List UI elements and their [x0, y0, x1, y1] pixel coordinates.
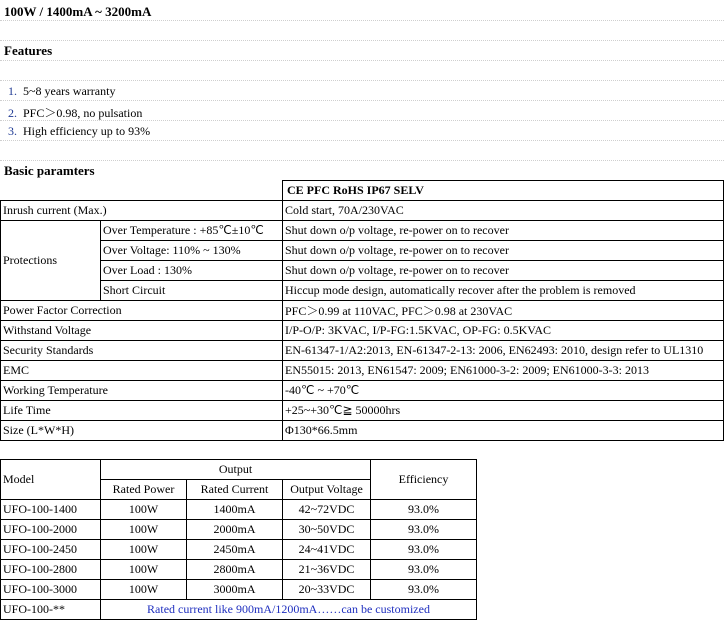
power-cell: 100W: [101, 560, 187, 580]
table-row: [1, 500, 477, 520]
power-cell: 100W: [101, 500, 187, 520]
table-row: [1, 540, 477, 560]
empty-cell: [1, 181, 101, 201]
custom-note: Rated current like 900mA/1200mA……can be customized: [101, 600, 477, 620]
efficiency-header: Efficiency: [371, 460, 477, 500]
protection-value: Shut down o/p voltage, re-power on to recover: [283, 241, 724, 261]
voltage-cell: 30~50VDC: [283, 520, 371, 540]
feature-item: [8, 84, 115, 99]
power-cell: 100W: [101, 540, 187, 560]
grid-line: [0, 140, 724, 141]
model-cell: UFO-100-2800: [1, 560, 101, 580]
table-row: [1, 460, 477, 480]
models-table: [0, 459, 477, 620]
protection-name: Over Voltage: 110% ~ 130%: [101, 241, 283, 261]
table-row: [1, 341, 724, 361]
efficiency-cell: 93.0%: [371, 500, 477, 520]
model-cell: UFO-100-**: [1, 600, 101, 620]
protection-value: Shut down o/p voltage, re-power on to recover: [283, 261, 724, 281]
protection-value: Hiccup mode design, automatically recover after the problem is removed: [283, 281, 724, 301]
param-label: EMC: [1, 361, 283, 381]
basic-params-heading: Basic paramters: [4, 163, 95, 178]
model-cell: UFO-100-3000: [1, 580, 101, 600]
protections-label: Protections: [1, 221, 101, 301]
model-header: Model: [1, 460, 101, 500]
grid-line: [0, 60, 724, 61]
protection-name: Over Load : 130%: [101, 261, 283, 281]
efficiency-cell: 93.0%: [371, 540, 477, 560]
voltage-cell: 24~41VDC: [283, 540, 371, 560]
page-title: 100W / 1400mA ~ 3200mA: [4, 4, 152, 19]
model-cell: UFO-100-2000: [1, 520, 101, 540]
efficiency-cell: 93.0%: [371, 520, 477, 540]
param-value: -40℃ ~ +70℃: [283, 381, 724, 401]
efficiency-cell: 93.0%: [371, 560, 477, 580]
power-cell: 100W: [101, 580, 187, 600]
voltage-cell: 42~72VDC: [283, 500, 371, 520]
param-label: Size (L*W*H): [1, 421, 283, 441]
table-row: [1, 560, 477, 580]
param-value: I/P-O/P: 3KVAC, I/P-FG:1.5KVAC, OP-FG: 0.5KVAC: [283, 321, 724, 341]
table-row: [1, 421, 724, 441]
current-cell: 1400mA: [187, 500, 283, 520]
param-value: EN55015: 2013, EN61547: 2009; EN61000-3-2: 2009; EN61000-3-3: 2013: [283, 361, 724, 381]
protection-name: Over Temperature : +85℃±10℃: [101, 221, 283, 241]
table-row: [1, 281, 724, 301]
feature-text: 5~8 years warranty: [23, 84, 116, 98]
table-row: [1, 261, 724, 281]
model-cell: UFO-100-2450: [1, 540, 101, 560]
feature-item: [8, 104, 142, 121]
output-header: Output: [101, 460, 371, 480]
voltage-cell: 21~36VDC: [283, 560, 371, 580]
table-row: [1, 321, 724, 341]
grid-line: [0, 160, 724, 161]
features-heading: Features: [4, 43, 53, 58]
param-label: Life Time: [1, 401, 283, 421]
feature-text: PFC＞0.98, no pulsation: [23, 106, 143, 120]
current-cell: 3000mA: [187, 580, 283, 600]
param-label: Withstand Voltage: [1, 321, 283, 341]
table-row: [1, 381, 724, 401]
table-row: [1, 301, 724, 321]
feature-number: 2.: [8, 106, 17, 120]
output-voltage-header: Output Voltage: [283, 480, 371, 500]
param-value: Φ130*66.5mm: [283, 421, 724, 441]
param-value: Cold start, 70A/230VAC: [283, 201, 724, 221]
current-cell: 2000mA: [187, 520, 283, 540]
grid-line: [0, 20, 724, 21]
power-cell: 100W: [101, 520, 187, 540]
certifications: CE PFC RoHS IP67 SELV: [283, 181, 724, 201]
param-label: Security Standards: [1, 341, 283, 361]
feature-number: 1.: [8, 84, 17, 98]
feature-text: High efficiency up to 93%: [23, 124, 151, 138]
rated-current-header: Rated Current: [187, 480, 283, 500]
table-row: [1, 520, 477, 540]
table-row: [1, 221, 724, 241]
model-cell: UFO-100-1400: [1, 500, 101, 520]
table-row: [1, 361, 724, 381]
param-value: EN-61347-1/A2:2013, EN-61347-2-13: 2006, EN62493: 2010, design refer to UL1310: [283, 341, 724, 361]
table-row: [1, 580, 477, 600]
feature-item: [8, 124, 150, 139]
grid-line: [0, 40, 724, 41]
table-row: [1, 241, 724, 261]
table-row: [1, 600, 477, 620]
protection-name: Short Circuit: [101, 281, 283, 301]
grid-line: [0, 100, 724, 101]
current-cell: 2800mA: [187, 560, 283, 580]
basic-params-table: [0, 180, 724, 441]
table-row: [1, 401, 724, 421]
efficiency-cell: 93.0%: [371, 580, 477, 600]
table-row: [1, 181, 724, 201]
feature-number: 3.: [8, 124, 17, 138]
voltage-cell: 20~33VDC: [283, 580, 371, 600]
current-cell: 2450mA: [187, 540, 283, 560]
empty-cell: [101, 181, 283, 201]
protection-value: Shut down o/p voltage, re-power on to recover: [283, 221, 724, 241]
param-label: Power Factor Correction: [1, 301, 283, 321]
grid-line: [0, 80, 724, 81]
param-value: +25~+30℃≧ 50000hrs: [283, 401, 724, 421]
rated-power-header: Rated Power: [101, 480, 187, 500]
table-row: [1, 201, 724, 221]
param-label: Working Temperature: [1, 381, 283, 401]
param-value: PFC＞0.99 at 110VAC, PFC＞0.98 at 230VAC: [283, 301, 724, 321]
param-label: Inrush current (Max.): [1, 201, 283, 221]
